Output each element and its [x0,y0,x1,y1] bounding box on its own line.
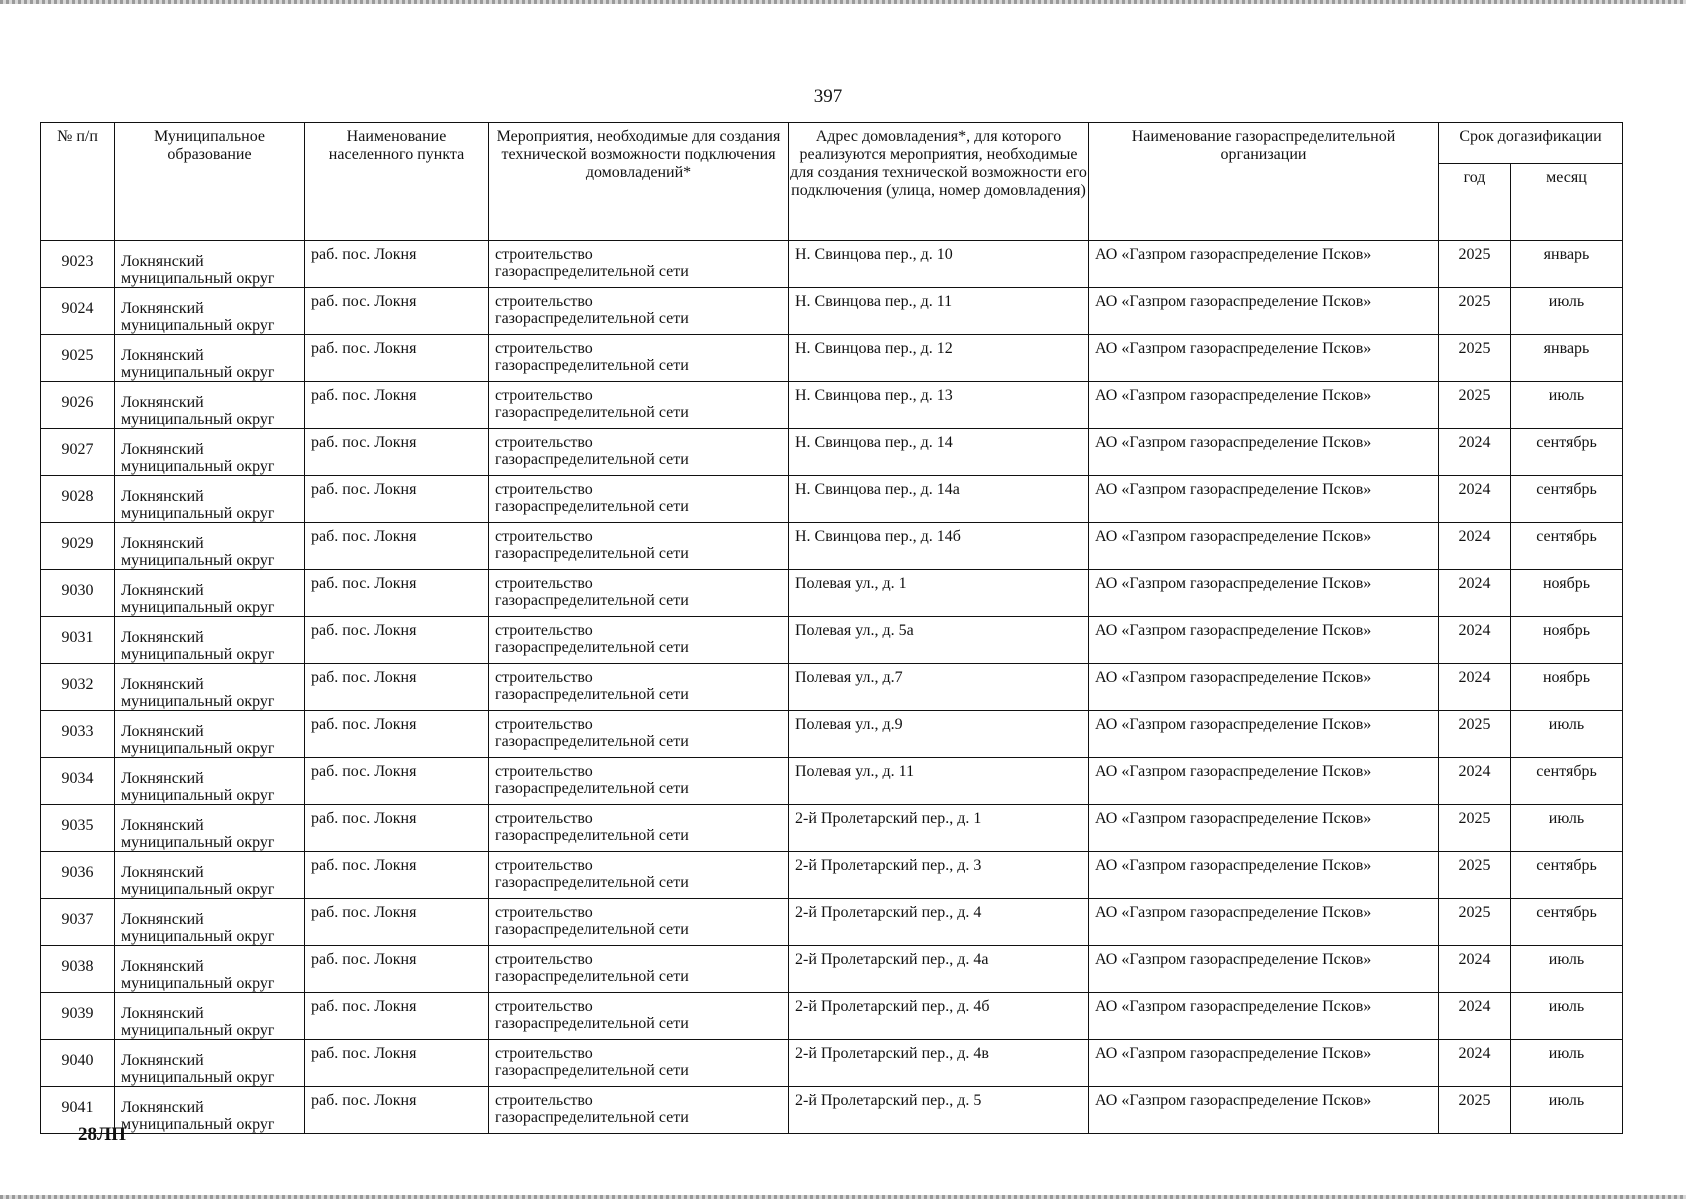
cell-address: Н. Свинцова пер., д. 14 [789,429,1089,476]
measure-line-2: газораспределительной сети [495,545,689,562]
cell-year: 2024 [1439,993,1511,1040]
cell-address: 2-й Пролетарский пер., д. 4а [789,946,1089,993]
measure-line-2: газораспределительной сети [495,357,689,374]
measure-line-1: строительство [495,340,593,357]
municipality-type: муниципальный округ [121,881,275,898]
cell-address: Н. Свинцова пер., д. 14б [789,523,1089,570]
table-row [41,852,1623,899]
scan-edge-bottom [0,1195,1686,1199]
cell-year: 2024 [1439,617,1511,664]
cell-measures [489,758,789,805]
municipality-name: Локнянский [121,441,204,458]
cell-num: 9037 [41,899,115,946]
cell-year: 2025 [1439,241,1511,288]
cell-measures [489,570,789,617]
cell-address: 2-й Пролетарский пер., д. 5 [789,1087,1089,1134]
cell-settlement: раб. пос. Локня [305,1040,489,1087]
municipality-name: Локнянский [121,1099,204,1116]
cell-organization: АО «Газпром газораспределение Псков» [1089,241,1439,288]
table-row [41,1087,1623,1134]
table-row [41,993,1623,1040]
municipality-type: муниципальный округ [121,693,275,710]
cell-num: 9039 [41,993,115,1040]
municipality-type: муниципальный округ [121,787,275,804]
cell-month: сентябрь [1511,758,1623,805]
measure-line-1: строительство [495,998,593,1015]
cell-municipality [115,241,305,288]
cell-measures [489,993,789,1040]
measure-line-1: строительство [495,575,593,592]
measure-line-1: строительство [495,1045,593,1062]
cell-year: 2024 [1439,476,1511,523]
table-row [41,711,1623,758]
cell-month: июль [1511,711,1623,758]
cell-num: 9027 [41,429,115,476]
cell-month: ноябрь [1511,617,1623,664]
cell-num: 9026 [41,382,115,429]
cell-measures [489,382,789,429]
measure-line-1: строительство [495,669,593,686]
table-row [41,335,1623,382]
cell-measures [489,1040,789,1087]
municipality-type: муниципальный округ [121,1022,275,1039]
municipality-name: Локнянский [121,770,204,787]
table-row [41,664,1623,711]
cell-year: 2025 [1439,382,1511,429]
cell-settlement: раб. пос. Локня [305,664,489,711]
cell-settlement: раб. пос. Локня [305,899,489,946]
measure-line-1: строительство [495,1092,593,1109]
cell-address: 2-й Пролетарский пер., д. 3 [789,852,1089,899]
cell-municipality [115,570,305,617]
measure-line-1: строительство [495,763,593,780]
header-address: Адрес домовладения*, для которого реализуются мероприятия, необходимые для создания технической возможности его подключения (улица, номер домовладения) [789,123,1089,241]
municipality-name: Локнянский [121,1005,204,1022]
cell-num: 9041 [41,1087,115,1134]
measure-line-2: газораспределительной сети [495,874,689,891]
municipality-type: муниципальный округ [121,834,275,851]
cell-address: Н. Свинцова пер., д. 11 [789,288,1089,335]
cell-organization: АО «Газпром газораспределение Псков» [1089,523,1439,570]
municipality-name: Локнянский [121,911,204,928]
table-row [41,617,1623,664]
cell-month: ноябрь [1511,664,1623,711]
cell-organization: АО «Газпром газораспределение Псков» [1089,946,1439,993]
cell-settlement: раб. пос. Локня [305,241,489,288]
cell-year: 2025 [1439,805,1511,852]
measure-line-1: строительство [495,387,593,404]
cell-organization: АО «Газпром газораспределение Псков» [1089,288,1439,335]
cell-organization: АО «Газпром газораспределение Псков» [1089,570,1439,617]
cell-month: июль [1511,946,1623,993]
measure-line-1: строительство [495,904,593,921]
measure-line-2: газораспределительной сети [495,686,689,703]
cell-organization: АО «Газпром газораспределение Псков» [1089,1087,1439,1134]
table-row [41,570,1623,617]
cell-num: 9036 [41,852,115,899]
cell-organization: АО «Газпром газораспределение Псков» [1089,805,1439,852]
measure-line-2: газораспределительной сети [495,1062,689,1079]
cell-municipality [115,382,305,429]
municipality-name: Локнянский [121,629,204,646]
cell-year: 2024 [1439,664,1511,711]
cell-address: Н. Свинцова пер., д. 10 [789,241,1089,288]
cell-measures [489,852,789,899]
cell-month: январь [1511,241,1623,288]
header-organization: Наименование газораспределительной организации [1089,123,1439,241]
cell-municipality [115,429,305,476]
municipality-name: Локнянский [121,958,204,975]
cell-num: 9035 [41,805,115,852]
cell-year: 2025 [1439,288,1511,335]
cell-organization: АО «Газпром газораспределение Псков» [1089,382,1439,429]
cell-organization: АО «Газпром газораспределение Псков» [1089,711,1439,758]
municipality-name: Локнянский [121,394,204,411]
cell-month: июль [1511,288,1623,335]
header-settlement: Наименование населенного пункта [305,123,489,241]
table-row [41,429,1623,476]
cell-month: июль [1511,993,1623,1040]
header-num: № п/п [41,123,115,241]
cell-municipality [115,993,305,1040]
cell-year: 2024 [1439,1040,1511,1087]
cell-organization: АО «Газпром газораспределение Псков» [1089,758,1439,805]
cell-month: сентябрь [1511,476,1623,523]
cell-month: сентябрь [1511,852,1623,899]
cell-municipality [115,617,305,664]
municipality-name: Локнянский [121,488,204,505]
table-row [41,805,1623,852]
table-row [41,758,1623,805]
cell-year: 2024 [1439,523,1511,570]
municipality-name: Локнянский [121,676,204,693]
measure-line-1: строительство [495,716,593,733]
footer-code: 28ЛП [78,1124,126,1145]
cell-settlement: раб. пос. Локня [305,335,489,382]
measure-line-2: газораспределительной сети [495,780,689,797]
cell-address: Полевая ул., д.7 [789,664,1089,711]
cell-year: 2024 [1439,429,1511,476]
header-municipality: Муниципальное образование [115,123,305,241]
measure-line-2: газораспределительной сети [495,921,689,938]
table-row [41,946,1623,993]
cell-num: 9033 [41,711,115,758]
municipality-name: Локнянский [121,582,204,599]
cell-organization: АО «Газпром газораспределение Псков» [1089,899,1439,946]
cell-measures [489,946,789,993]
cell-measures [489,711,789,758]
cell-num: 9032 [41,664,115,711]
cell-measures [489,241,789,288]
cell-month: ноябрь [1511,570,1623,617]
table-body [41,241,1623,1134]
cell-month: сентябрь [1511,899,1623,946]
municipality-name: Локнянский [121,535,204,552]
cell-settlement: раб. пос. Локня [305,523,489,570]
cell-measures [489,523,789,570]
municipality-type: муниципальный округ [121,505,275,522]
measure-line-2: газораспределительной сети [495,733,689,750]
cell-settlement: раб. пос. Локня [305,758,489,805]
table-row [41,523,1623,570]
cell-municipality [115,1040,305,1087]
table-row [41,382,1623,429]
cell-num: 9040 [41,1040,115,1087]
cell-municipality [115,711,305,758]
measure-line-2: газораспределительной сети [495,968,689,985]
cell-municipality [115,758,305,805]
cell-year: 2025 [1439,899,1511,946]
cell-month: сентябрь [1511,523,1623,570]
table-row [41,1040,1623,1087]
scan-edge-top [0,0,1686,4]
gasification-table [40,122,1623,1134]
cell-measures [489,617,789,664]
cell-measures [489,288,789,335]
municipality-name: Локнянский [121,1052,204,1069]
municipality-name: Локнянский [121,253,204,270]
municipality-name: Локнянский [121,723,204,740]
cell-municipality [115,946,305,993]
cell-measures [489,429,789,476]
municipality-type: муниципальный округ [121,599,275,616]
cell-municipality [115,476,305,523]
cell-municipality [115,805,305,852]
cell-settlement: раб. пос. Локня [305,852,489,899]
cell-month: июль [1511,382,1623,429]
cell-month: июль [1511,1040,1623,1087]
cell-organization: АО «Газпром газораспределение Псков» [1089,476,1439,523]
cell-municipality [115,335,305,382]
municipality-type: муниципальный округ [121,740,275,757]
cell-organization: АО «Газпром газораспределение Псков» [1089,1040,1439,1087]
measure-line-1: строительство [495,810,593,827]
cell-num: 9030 [41,570,115,617]
measure-line-2: газораспределительной сети [495,1109,689,1126]
municipality-type: муниципальный округ [121,1069,275,1086]
cell-num: 9034 [41,758,115,805]
cell-year: 2024 [1439,570,1511,617]
cell-measures [489,1087,789,1134]
table-row [41,288,1623,335]
cell-municipality [115,1087,305,1134]
measure-line-2: газораспределительной сети [495,639,689,656]
municipality-type: муниципальный округ [121,458,275,475]
cell-organization: АО «Газпром газораспределение Псков» [1089,429,1439,476]
cell-address: 2-й Пролетарский пер., д. 4в [789,1040,1089,1087]
municipality-name: Локнянский [121,300,204,317]
measure-line-2: газораспределительной сети [495,404,689,421]
municipality-type: муниципальный округ [121,552,275,569]
cell-measures [489,335,789,382]
cell-municipality [115,523,305,570]
cell-year: 2024 [1439,758,1511,805]
cell-year: 2025 [1439,335,1511,382]
measure-line-2: газораспределительной сети [495,263,689,280]
measure-line-1: строительство [495,622,593,639]
cell-settlement: раб. пос. Локня [305,570,489,617]
cell-measures [489,476,789,523]
cell-organization: АО «Газпром газораспределение Псков» [1089,664,1439,711]
cell-month: июль [1511,1087,1623,1134]
measure-line-1: строительство [495,293,593,310]
cell-year: 2025 [1439,711,1511,758]
cell-settlement: раб. пос. Локня [305,1087,489,1134]
measure-line-1: строительство [495,434,593,451]
municipality-type: муниципальный округ [121,975,275,992]
cell-num: 9023 [41,241,115,288]
municipality-type: муниципальный округ [121,928,275,945]
header-measures: Мероприятия, необходимые для создания технической возможности подключения домовладений* [489,123,789,241]
measure-line-1: строительство [495,481,593,498]
measure-line-2: газораспределительной сети [495,827,689,844]
cell-month: июль [1511,805,1623,852]
cell-num: 9028 [41,476,115,523]
measure-line-2: газораспределительной сети [495,310,689,327]
cell-measures [489,664,789,711]
header-year: год [1439,163,1511,240]
municipality-type: муниципальный округ [121,270,275,287]
cell-settlement: раб. пос. Локня [305,429,489,476]
cell-year: 2025 [1439,852,1511,899]
cell-measures [489,899,789,946]
cell-address: Н. Свинцова пер., д. 13 [789,382,1089,429]
municipality-type: муниципальный округ [121,317,275,334]
cell-num: 9025 [41,335,115,382]
cell-organization: АО «Газпром газораспределение Псков» [1089,335,1439,382]
cell-settlement: раб. пос. Локня [305,993,489,1040]
cell-num: 9024 [41,288,115,335]
cell-municipality [115,664,305,711]
cell-settlement: раб. пос. Локня [305,946,489,993]
cell-address: 2-й Пролетарский пер., д. 1 [789,805,1089,852]
cell-settlement: раб. пос. Локня [305,476,489,523]
measure-line-1: строительство [495,951,593,968]
measure-line-2: газораспределительной сети [495,1015,689,1032]
cell-address: Полевая ул., д.9 [789,711,1089,758]
cell-organization: АО «Газпром газораспределение Псков» [1089,993,1439,1040]
municipality-name: Локнянский [121,864,204,881]
table-row [41,899,1623,946]
municipality-name: Локнянский [121,817,204,834]
municipality-type: муниципальный округ [121,411,275,428]
cell-address: Н. Свинцова пер., д. 12 [789,335,1089,382]
measure-line-1: строительство [495,528,593,545]
cell-year: 2024 [1439,946,1511,993]
cell-address: Полевая ул., д. 5а [789,617,1089,664]
cell-municipality [115,852,305,899]
cell-organization: АО «Газпром газораспределение Псков» [1089,617,1439,664]
cell-address: Н. Свинцова пер., д. 14а [789,476,1089,523]
header-term: Срок догазификации [1439,123,1623,164]
cell-settlement: раб. пос. Локня [305,382,489,429]
cell-organization: АО «Газпром газораспределение Псков» [1089,852,1439,899]
cell-municipality [115,288,305,335]
cell-num: 9029 [41,523,115,570]
measure-line-2: газораспределительной сети [495,498,689,515]
cell-settlement: раб. пос. Локня [305,805,489,852]
cell-settlement: раб. пос. Локня [305,288,489,335]
header-month: месяц [1511,163,1623,240]
municipality-type: муниципальный округ [121,364,275,381]
municipality-type: муниципальный округ [121,1116,275,1133]
cell-address: Полевая ул., д. 11 [789,758,1089,805]
cell-num: 9038 [41,946,115,993]
cell-settlement: раб. пос. Локня [305,711,489,758]
measure-line-1: строительство [495,246,593,263]
measure-line-2: газораспределительной сети [495,451,689,468]
measure-line-1: строительство [495,857,593,874]
cell-municipality [115,899,305,946]
cell-num: 9031 [41,617,115,664]
cell-address: 2-й Пролетарский пер., д. 4 [789,899,1089,946]
measure-line-2: газораспределительной сети [495,592,689,609]
municipality-name: Локнянский [121,347,204,364]
cell-address: 2-й Пролетарский пер., д. 4б [789,993,1089,1040]
table-row [41,476,1623,523]
table-row [41,241,1623,288]
cell-year: 2025 [1439,1087,1511,1134]
cell-month: январь [1511,335,1623,382]
cell-address: Полевая ул., д. 1 [789,570,1089,617]
cell-measures [489,805,789,852]
cell-month: сентябрь [1511,429,1623,476]
page-number: 397 [813,86,843,107]
municipality-type: муниципальный округ [121,646,275,663]
cell-settlement: раб. пос. Локня [305,617,489,664]
